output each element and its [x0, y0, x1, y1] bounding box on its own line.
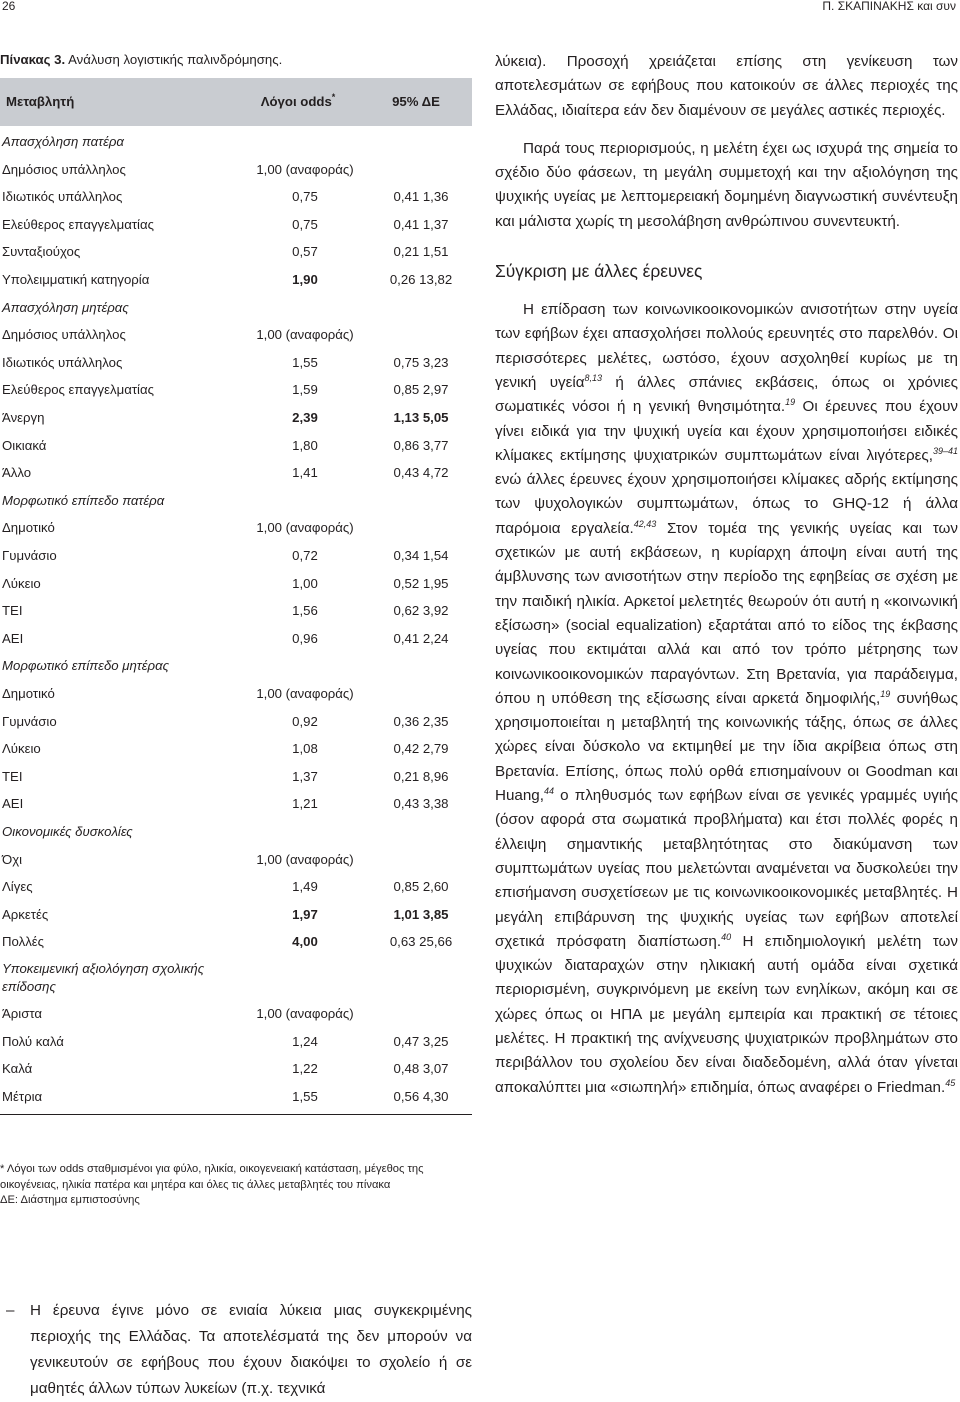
odds-value: 1,00 (αναφοράς)	[256, 161, 354, 177]
row-label: Υπολειμματική κατηγορία	[2, 272, 150, 287]
odds-value: 1,00 (αναφοράς)	[256, 520, 354, 536]
header-ci: 95% ΔΕ	[392, 94, 440, 109]
odds-value: 1,56	[292, 603, 318, 619]
ci-value: 0,56 4,30	[393, 1088, 449, 1104]
ci-value: 0,21 8,96	[393, 768, 449, 784]
table-row	[0, 1028, 472, 1056]
ci-value: 0,41 1,37	[393, 216, 449, 232]
row-label: Γυμνάσιο	[2, 713, 57, 729]
table-row	[0, 708, 472, 736]
odds-value: 0,57	[292, 244, 318, 260]
table-notes	[0, 1162, 472, 1209]
odds-value: 1,00 (αναφοράς)	[256, 1006, 354, 1021]
table-section-row	[0, 652, 472, 680]
odds-value: 0,96	[292, 630, 318, 646]
bullet-text: Η έρευνα έγινε μόνο σε ενιαία λύκεια μιας συγκεκριμένης περιοχής της Ελλάδας. Τα αποτελέσματά της δεν μπορούν να γενικευτούν σε εφήβους που έχουν διακόψει το σχολείο ή σε μαθητές άλλων τύπων λυκείων (π.χ. τεχνικά	[30, 1302, 472, 1397]
table-row	[0, 625, 472, 653]
row-label: Μέτρια	[2, 1088, 43, 1104]
odds-value: 1,21	[292, 796, 318, 812]
row-label: ΤΕΙ	[2, 603, 23, 619]
row-label: Λύκειο	[2, 575, 41, 591]
bullet-dash: –	[6, 1302, 15, 1319]
table-footnote: * Λόγοι των odds σταθμισμένοι για φύλο, ηλικία, οικογενειακή κατάσταση, μέγεθος της οικογένειας, ηλικία πατέρα και μητέρα και όλες τις άλλες μεταβλητές του πίνακα	[0, 1163, 424, 1191]
odds-value: 0,75	[292, 189, 318, 205]
row-label: Συνταξιούχος	[2, 244, 81, 260]
ci-value: 0,63 25,66	[389, 934, 453, 950]
table-section-row	[0, 294, 472, 322]
caption-text: Ανάλυση λογιστικής παλινδρόμησης.	[65, 52, 283, 67]
row-label: Ελεύθερος επαγγελματίας	[2, 216, 154, 232]
table-row	[0, 266, 472, 294]
table-row	[0, 846, 472, 874]
odds-value: 1,49	[292, 879, 318, 895]
table-row	[0, 928, 472, 956]
row-label: Πολλές	[2, 934, 45, 950]
row-label: Άλλο	[2, 465, 32, 481]
table-row	[0, 459, 472, 487]
odds-value: 1,37	[292, 768, 318, 784]
ci-value: 0,85 2,60	[393, 879, 449, 895]
table-row	[0, 321, 472, 349]
odds-value: 4,00	[292, 934, 318, 950]
table-header	[0, 78, 472, 126]
section-label: Απασχόληση μητέρας	[2, 299, 129, 315]
table-row	[0, 1055, 472, 1083]
odds-value: 1,00 (αναφοράς)	[256, 851, 354, 867]
section-label: Μορφωτικό επίπεδο πατέρα	[2, 492, 165, 508]
table-row	[0, 1083, 472, 1111]
table-row	[0, 763, 472, 791]
ci-value: 0,43 4,72	[393, 465, 449, 481]
row-label: Δημόσιος υπάλληλος	[2, 327, 126, 343]
table-section-row	[0, 128, 472, 156]
row-label: Ιδιωτικός υπάλληλος	[2, 189, 123, 205]
row-label: Καλά	[2, 1061, 33, 1077]
odds-value: 1,55	[292, 354, 318, 370]
table-row	[0, 735, 472, 763]
row-label: Ελεύθερος επαγγελματίας	[2, 382, 154, 398]
row-label: Άριστα	[2, 1006, 43, 1021]
odds-value: 1,97	[292, 906, 318, 922]
table-bottom-rule	[0, 1114, 472, 1115]
caption-label: Πίνακας 3.	[0, 52, 66, 67]
row-label: Δημοτικό	[2, 520, 55, 536]
running-head: Π. ΣΚΑΠΙΝΑΚΗΣ και συν	[822, 0, 956, 13]
ci-value: 0,26 13,82	[389, 272, 453, 287]
table-row	[0, 183, 472, 211]
odds-value: 2,39	[292, 410, 318, 425]
table-row	[0, 680, 472, 708]
row-label: ΤΕΙ	[2, 768, 23, 784]
table-row	[0, 156, 472, 184]
odds-value: 1,59	[292, 382, 318, 398]
ci-value: 0,36 2,35	[393, 713, 449, 729]
row-label: Άνεργη	[2, 410, 45, 425]
header-variable: Μεταβλητή	[6, 94, 75, 109]
header-odds: Λόγοι odds*	[260, 92, 336, 109]
paragraph-comparison: Η επίδραση των κοινωνικοοικονομικών ανισοτήτων στην υγεία των εφήβων έχει απασχολήσει πολλούς ερευνητές στο παρελθόν. Οι περισσότερες μελέτες, ωστόσο, έχουν ασχοληθεί κυρίως με τη γενική υγεία$^{8,13}$ ή άλλες σπάνιες εκβάσεις, όπως οι χρόνιες σωματικές νόσοι ή η γενική θνησιμότητα.$^{19}$ Οι έρευνες που έχουν γίνει ειδικά για την ψυχική υγεία και έχουν χρησιμοποιήσει ειδικές κλίμακες εκτίμησης ψυχιατρικών συμπτωμάτων είναι λιγότερες,$^{39-41}$ ενώ άλλες έρευνες έχουν χρησιμοποιήσει κλίμακες αδρής εκτίμησης των ψυχολογικών συμπτωμάτων, όπως το GHQ-12 ή άλλα παρόμοια εργαλεία.$^{42,43}$ Στον τομέα της γενικής υγείας και των σχετικών με αυτή εκβάσεων, η κυρίαρχη άποψη είναι αυτή της άμβλυνσης των ανισοτήτων στην περίοδο της εφηβείας σε σχέση με την παιδική ηλικία. Αρκετοί μελετητές θεωρούν ότι αυτή η «κοινωνική εξίσωση» (social equalization) εξαρτάται από το είδος της έκβασης υγείας που εκτιμάται αλλά και από τον τρόπο μέτρησης των κοινωνικοοικονομικών παραγόντων. Στη Βρετανία, για παράδειγμα, όπου η υπόθεση της εξίσωσης είναι αρκετά δημοφιλής,$^{19}$ συνήθως χρησιμοποιείται η μεταβλητή της κοινωνικής τάξης, όπως σε άλλες χώρες είναι δύσκολο να εκτιμηθεί με την ίδια ακρίβεια όπως στη Βρετανία. Επίσης, όπως πολύ ορθά επισημαίνουν οι Goodman και Huang,$^{44}$ ο πληθυσμός των εφήβων είναι σε γενικές γραμμές υγιής (όσον αφορά στα σωματικά προβλήματα) και έτσι πολλές φορές η έλλειψη σημαντικής μεταβλητότητας στο διακύμανση των συμπτωμάτων υγείας που μελετώνται αναμένεται να δυσκολεύει την επισήμανση συσχετίσεων με τις κοινωνικοοικονομικές μεταβλητές. Η μεγάλη επιβάρυνση της ψυχικής υγείας των εφήβων αποτελεί σχετικά πρόσφατη διαπίστωση.$^{40}$ Η επιδημιολογική μελέτη των ψυχικών διαταραχών στην ηλικιακή αυτή ομάδα είναι σχετικά περιορισμένη, συγκρινόμενη με εκείνη των ενηλίκων, ακόμη και σε χώρες όπως οι ΗΠΑ με μεγάλη εμπειρία και πρακτική σε τέτοιες μελέτες. Η πρακτική της ανίχνευσης ψυχιατρικών προβλημάτων στο περιβάλλον του σχολείου δεν είναι διαδεδομένη, αλλά όταν γίνεται αποκαλύπτει μια «σιωπηλή» επιδημία, όπως αναφέρει ο Friedman.$^{45}$	[495, 301, 959, 1096]
ci-value: 0,47 3,25	[393, 1033, 449, 1049]
odds-value: 0,72	[292, 548, 318, 563]
paragraph-strengths: Παρά τους περιορισμούς, η μελέτη έχει ως ισχυρά της σημεία το σχέδιο δύο φάσεων, τη μεγάλη συμμετοχή και την αξιολόγηση της ψυχικής υγείας με λεπτομερειακή δομημένη διαγνωστική συνέντευξη και μάλιστα χωρίς τη μεσολάβηση ανθρώπινου συνεντευκτή.	[495, 139, 958, 230]
page-header	[0, 0, 960, 14]
odds-value: 1,41	[292, 465, 318, 481]
ci-value: 0,41 2,24	[393, 630, 449, 646]
paragraph-continuation: λύκεια). Προσοχή χρειάζεται επίσης στη γενίκευση των αποτελεσμάτων σε εφήβους που κατοικούν σε άλλες περιοχές της Ελλάδας, ιδιαίτερα εάν δεν διαμένουν σε μεγάλες αστικές περιοχές.	[495, 53, 958, 119]
section-label: Απασχόληση πατέρα	[2, 134, 124, 149]
odds-value: 1,08	[292, 741, 318, 757]
ci-value: 0,41 1,36	[393, 189, 449, 205]
row-label: Λίγες	[2, 879, 33, 895]
section-label: Μορφωτικό επίπεδο μητέρας	[2, 658, 170, 674]
row-label: Πολύ καλά	[2, 1033, 64, 1049]
table-row	[0, 211, 472, 239]
table-row	[0, 873, 472, 901]
table-row	[0, 901, 472, 929]
table-row	[0, 349, 472, 377]
row-label: Οικιακά	[2, 437, 47, 453]
odds-value: 1,24	[292, 1033, 318, 1049]
row-label: ΑΕΙ	[2, 630, 24, 646]
ci-value: 0,52 1,95	[393, 575, 449, 591]
table-row	[0, 376, 472, 404]
table-row	[0, 542, 472, 570]
odds-value: 1,00	[292, 575, 318, 591]
section-label: Υποκειμενική αξιολόγηση σχολικής επίδοσης	[2, 961, 205, 994]
odds-value: 0,92	[292, 713, 318, 729]
section-label: Οικονομικές δυσκολίες	[2, 824, 133, 839]
table-row	[0, 514, 472, 542]
table-row	[0, 790, 472, 818]
ci-value: 1,01 3,85	[393, 906, 449, 922]
table-section-row	[0, 956, 472, 1000]
table-row	[0, 404, 472, 432]
table-section-row	[0, 487, 472, 515]
odds-value: 1,00 (αναφοράς)	[256, 686, 354, 701]
row-label: Αρκετές	[2, 906, 49, 922]
ci-value: 1,13 5,05	[393, 410, 449, 425]
table-caption	[0, 52, 282, 67]
ci-value: 0,85 2,97	[393, 382, 449, 398]
row-label: Λύκειο	[2, 741, 41, 757]
odds-value: 1,80	[292, 437, 318, 453]
ci-value: 0,48 3,07	[393, 1061, 449, 1077]
row-label: ΑΕΙ	[2, 796, 24, 812]
row-label: Όχι	[2, 851, 23, 867]
table-abbreviation: ΔΕ: Διάστημα εμπιστοσύνης	[0, 1194, 140, 1207]
odds-value: 1,90	[292, 272, 318, 287]
page-number: 26	[2, 0, 16, 13]
limitation-bullet	[0, 1298, 472, 1402]
row-label: Δημόσιος υπάλληλος	[2, 161, 126, 177]
odds-value: 0,75	[292, 216, 318, 232]
ci-value: 0,34 1,54	[393, 548, 449, 563]
right-column	[495, 50, 958, 1100]
table-row	[0, 432, 472, 460]
odds-value: 1,22	[292, 1061, 318, 1077]
table-row	[0, 1000, 472, 1028]
ci-value: 0,43 3,38	[393, 796, 449, 812]
table-row	[0, 570, 472, 598]
ci-value: 0,86 3,77	[393, 437, 449, 453]
odds-value: 1,00 (αναφοράς)	[256, 327, 354, 343]
table-row	[0, 238, 472, 266]
table-section-row	[0, 818, 472, 846]
row-label: Δημοτικό	[2, 686, 55, 701]
table-row	[0, 597, 472, 625]
ci-value: 0,42 2,79	[393, 741, 449, 757]
ci-value: 0,62 3,92	[393, 603, 449, 619]
ci-value: 0,21 1,51	[393, 244, 449, 260]
section-heading: Σύγκριση με άλλες έρευνες	[495, 261, 703, 282]
row-label: Ιδιωτικός υπάλληλος	[2, 354, 123, 370]
ci-value: 0,75 3,23	[393, 354, 449, 370]
odds-value: 1,55	[292, 1088, 318, 1104]
row-label: Γυμνάσιο	[2, 548, 57, 563]
